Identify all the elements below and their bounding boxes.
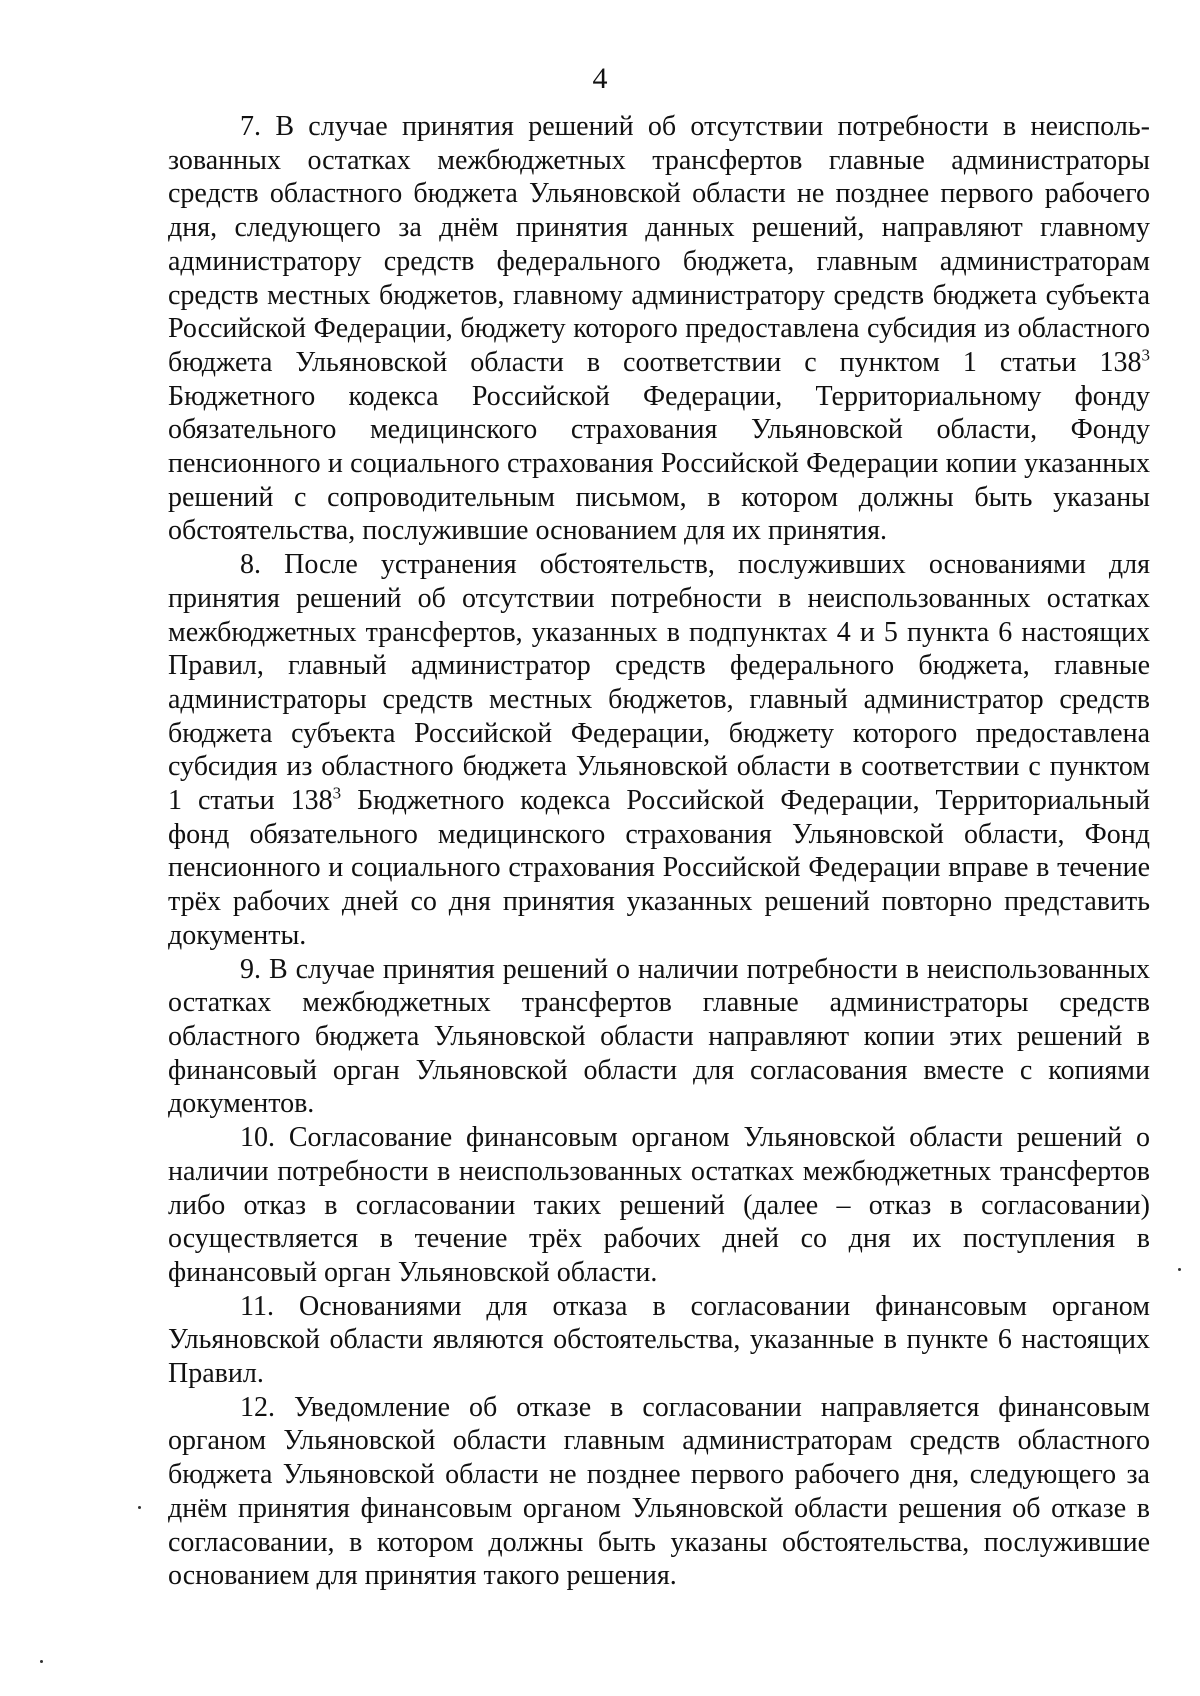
paragraph-10 [168, 1121, 1150, 1290]
paragraph-number: 11. [240, 1290, 274, 1322]
paragraph-number: 8. [240, 549, 261, 581]
paragraph-number: 9. [240, 953, 261, 985]
paragraph-7 [168, 110, 1150, 548]
paragraph-text: Согласование финансовым органом Ульяновской области решений о наличии потребности в неиспользованных остатках межбюджетных трансфертов либо отказ в согласовании таких решений (далее – отказ в согласовании) осуществляется в течение трёх рабочих дней со дня их поступления в финансовый орган Ульяновской области. [168, 1122, 1151, 1288]
document-body [168, 110, 1150, 1593]
paragraph-9 [168, 953, 1150, 1122]
paragraph-12 [168, 1391, 1150, 1593]
paragraph-text: В случае принятия решений об отсутствии потребности в неиспользованных остатках межбюджетных трансфертов главные администраторы средств областного бюджета Ульяновской области не позднее первого рабочего дня, следующего за днём принятия данных решений, направляют главному администратору средств федерального бюджета, главным администраторам средств местных бюджетов, главному администратору средств бюджета субъекта Российской Федерации, бюджету которого предоставлена субсидия из областного бюджета Ульяновской области в соответствии с пунктом 1 статьи 138 [168, 111, 1150, 378]
paragraph-text-continued: Бюджетного кодекса Российской Федерации, Территориальному фонду обязательного медицинского страхования Ульяновской области, Фонду пенсионного и социального страхования Российской Федерации копии указанных решений с сопроводительным письмом, в котором должны быть указаны обстоятельства, послужившие основанием для их принятия. [168, 380, 1150, 547]
paragraph-number: 12. [240, 1391, 275, 1423]
paragraph-11 [168, 1290, 1150, 1391]
paragraph-text: Уведомление об отказе в согласовании направляется финансовым органом Ульяновской области главным администраторам средств областного бюджета Ульяновской области не позднее первого рабочего дня, следующего за днём принятия финансовым органом Ульяновской области решения об отказе в согласовании, в котором должны быть указаны обстоятельства, послужившие основанием для принятия такого решения. [168, 1391, 1151, 1592]
paragraph-text-continued: Бюджетного кодекса Российской Федерации, Территориальный фонд обязательного медицинского страхования Ульяновской области, Фонд пенсионного и социального страхования Российской Федерации вправе в течение трёх рабочих дней со дня принятия указанных решений повторно представить документы. [168, 785, 1151, 951]
superscript: 3 [332, 783, 342, 803]
scan-speck [1178, 1268, 1181, 1271]
scan-speck [138, 1506, 141, 1509]
scan-speck [40, 1660, 43, 1663]
paragraph-text: Основаниями для отказа в согласовании финансовым органом Ульяновской области являются обстоятельства, указанные в пункте 6 настоящих Правил. [168, 1290, 1150, 1390]
paragraph-8 [168, 548, 1150, 952]
paragraph-text: После устранения обстоятельств, послуживших основаниями для принятия решений об отсутствии потребности в неиспользованных остатках межбюджетных трансфертов, указанных в подпунктах 4 и 5 пункта 6 настоящих Правил, главный администратор средств федерального бюджета, главные администраторы средств местных бюджетов, главный администратор средств бюджета субъекта Российской Федерации, бюджету которого предоставлена субсидия из областного бюджета Ульяновской области в соответствии с пунктом 1 статьи 138 [168, 549, 1150, 817]
superscript: 3 [1141, 345, 1150, 365]
paragraph-text: В случае принятия решений о наличии потребности в неиспользованных остатках межбюджетных трансфертов главные администраторы средств областного бюджета Ульяновской области направляют копии этих решений в финансовый орган Ульяновской области для согласования вместе с копиями документов. [168, 953, 1151, 1120]
paragraph-number: 10. [240, 1122, 275, 1154]
paragraph-number: 7. [240, 111, 261, 142]
page-number: 4 [592, 62, 608, 95]
